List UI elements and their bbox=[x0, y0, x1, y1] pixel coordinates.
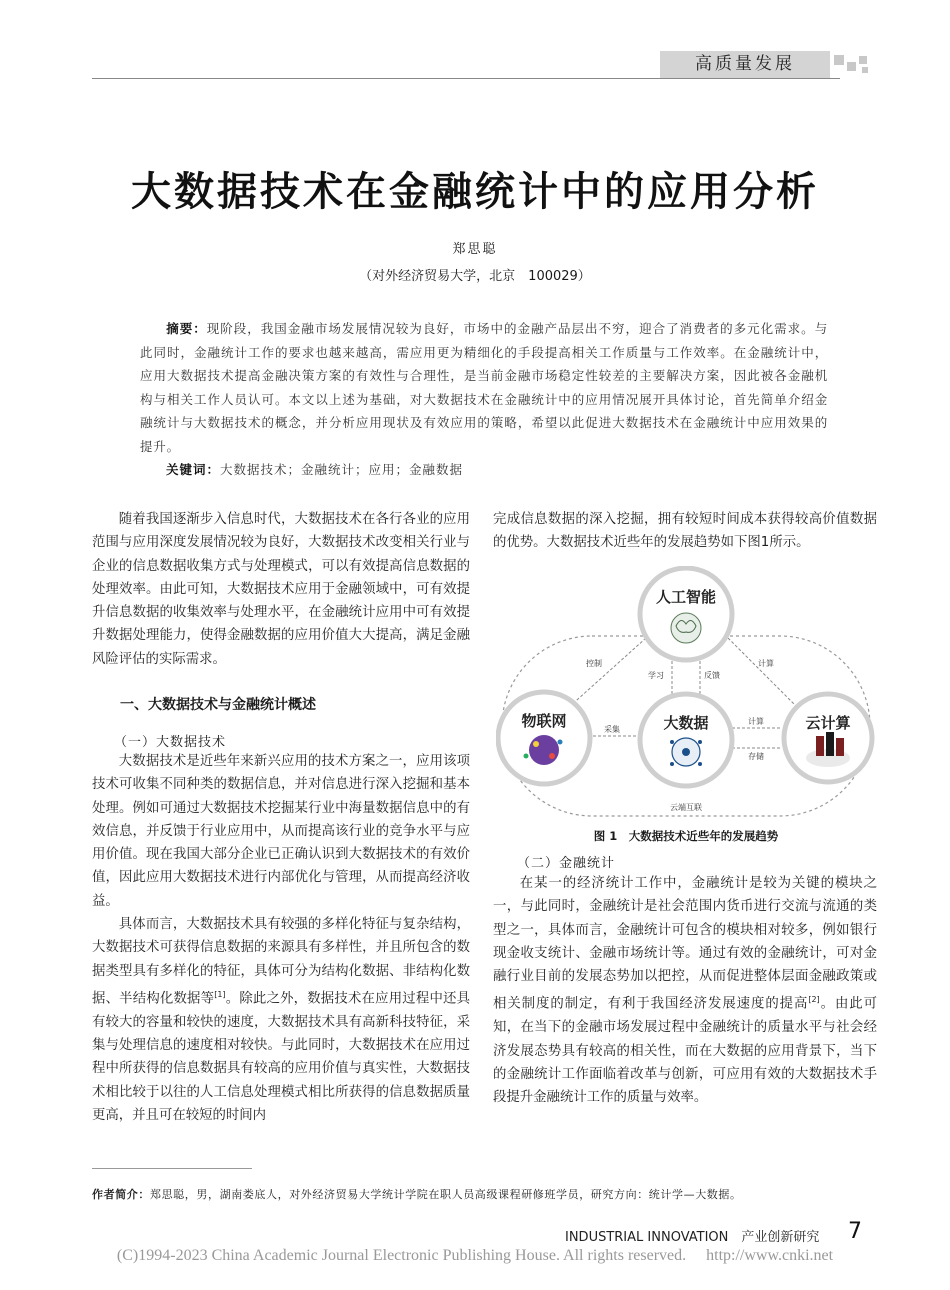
author-footnote bbox=[92, 1186, 852, 1202]
abstract bbox=[140, 317, 828, 459]
citation-1[interactable]: [1] bbox=[214, 989, 226, 999]
para2-part1: 具体而言，大数据技术具有较强的多样化特征与复杂结构，大数据技术可获得信息数据的来源具有多样性，并且所包含的数据类型具有多样化的特征，具体可分为结构化数据、非结构化数据、半结构化数据等 bbox=[92, 917, 470, 1007]
header-decoration bbox=[862, 67, 868, 73]
footnote-label: 作者简介： bbox=[92, 1188, 150, 1201]
edge-label-compute-mid: 计算 bbox=[748, 717, 764, 726]
abstract-text: 现阶段，我国金融市场发展情况较为良好，市场中的金融产品层出不穷，迎合了消费者的多元化需求。与此同时，金融统计工作的要求也越来越高，需应用更为精细化的手段提高相关工作质量与工作效率。在金融统计中，应用大数据技术提高金融决策方案的有效性与合理性，是当前金融市场稳定性较差的主要解决方案，因此被各金融机构与相关工作人员认可。本文以上述为基础，对大数据技术在金融统计中的应用情况展开具体讨论，首先简单介绍金融统计与大数据技术的概念，并分析应用现状及有效应用的策略，希望以此促进大数据技术在金融统计中应用效果的提升。 bbox=[140, 321, 828, 454]
edge-label-collect: 采集 bbox=[604, 725, 620, 734]
edge-label-feedback: 反馈 bbox=[704, 671, 720, 680]
para2-part2: 。除此之外，数据技术在应用过程中还具有较大的容量和较快的速度，大数据技术具有高新科技特征，采集与处理信息的速度相对较快。与此同时，大数据技术在应用过程中所获得的信息数据具有较高的应用价值与真实性，大数据技术相比较于以往的人工信息处理模式相比所获得的信息数据质量更高，并且可在较短的时间内 bbox=[92, 991, 470, 1123]
author-name: 郑思聪 bbox=[452, 242, 498, 257]
intro-text: 随着我国逐渐步入信息时代，大数据技术在各行各业的应用范围与应用深度发展情况较为良好，大数据技术改变相关行业与企业的信息数据收集方式与处理模式，可以有效提高信息数据的处理效率。由此可知，大数据技术应用于金融领域中，可有效提升信息数据的收集效率与处理水平，在金融统计应用中可有效提升数据处理能力，使得金融数据的应用价值大大提高，满足金融风险评估的实际需求。 bbox=[92, 512, 470, 667]
body-right bbox=[493, 872, 877, 1109]
edge-label-store: 存储 bbox=[748, 752, 764, 761]
keywords-label: 关键词： bbox=[166, 462, 221, 477]
node-bigdata-label: 大数据 bbox=[663, 714, 709, 732]
paragraph-financial-stats bbox=[493, 872, 877, 1109]
author-affiliation: （对外经济贸易大学，北京 100029） bbox=[359, 269, 591, 284]
page-number: 7 bbox=[848, 1219, 862, 1244]
subsection-heading-1: （一）大数据技术 bbox=[114, 735, 227, 750]
paper-title: 大数据技术在金融统计中的应用分析 bbox=[131, 169, 819, 215]
edge-label-compute-top: 计算 bbox=[758, 659, 774, 668]
section-heading-1: 一、大数据技术与金融统计概述 bbox=[120, 697, 316, 713]
body-right-top bbox=[493, 508, 877, 555]
edge-ai-cloud bbox=[728, 638, 798, 708]
paragraph-features bbox=[92, 913, 470, 1127]
edge-ai-iot bbox=[568, 638, 646, 708]
subsection-heading-2: （二）金融统计 bbox=[517, 856, 616, 871]
node-iot-label: 物联网 bbox=[521, 712, 567, 730]
abstract-label: 摘要： bbox=[166, 321, 207, 336]
node-cloud-label: 云计算 bbox=[805, 714, 851, 732]
body-left bbox=[92, 750, 470, 1127]
section-label: 高质量发展 bbox=[660, 51, 830, 78]
copyright-notice: (C)1994-2023 China Academic Journal Electronic Publishing House. All rights reserved. http://www.cnki.net bbox=[116, 1247, 834, 1264]
footnote-text: 郑思聪，男，湖南娄底人，对外经济贸易大学统计学院在职人员高级课程研修班学员，研究方向：统计学—大数据。 bbox=[150, 1188, 742, 1201]
footnote-rule bbox=[92, 1168, 252, 1169]
keywords bbox=[140, 460, 828, 478]
figure-caption: 图 1 大数据技术近些年的发展趋势 bbox=[593, 829, 779, 843]
edge-label-control: 控制 bbox=[586, 659, 602, 668]
figure-diagram bbox=[496, 566, 876, 824]
paragraph-figure-intro: 完成信息数据的深入挖掘，拥有较短时间成本获得较高价值数据的优势。大数据技术近些年的发展趋势如下图1所示。 bbox=[493, 512, 877, 551]
citation-2[interactable]: [2] bbox=[808, 995, 820, 1005]
header-decoration bbox=[859, 56, 867, 64]
edge-label-cloud-edge: 云端互联 bbox=[670, 803, 702, 812]
header-decoration bbox=[847, 62, 856, 71]
intro-paragraph bbox=[92, 508, 470, 671]
paragraph-big-data: 大数据技术是近些年来新兴应用的技术方案之一，应用该项技术可收集不同种类的数据信息，并对信息进行深入挖掘和基本处理。例如可通过大数据技术挖掘某行业中海量数据信息中的有效信息，并反馈于行业应用中，从而提高该行业的竞争水平与应用价值。现在我国大部分企业已正确认识到大数据技术的有效价值，因此应用大数据技术进行内部优化与管理，从而提高经济收益。 bbox=[92, 754, 470, 909]
edge-label-learn: 学习 bbox=[648, 671, 664, 680]
keywords-text: 大数据技术；金融统计；应用；金融数据 bbox=[220, 462, 464, 477]
header-decoration bbox=[834, 55, 844, 65]
para3-part2: 。由此可知，在当下的金融市场发展过程中金融统计的质量水平与社会经济发展态势具有较高的相关性，而在大数据的应用背景下，当下的金融统计工作面临着改革与创新，可应用有效的大数据技术手段提升金融统计工作的质量与效率。 bbox=[493, 996, 878, 1106]
para3-part1: 在某一的经济统计工作中，金融统计是较为关键的模块之一，与此同时，金融统计是社会范围内货币进行交流与流通的类型之一，具体而言，金融统计可包含的模块相对较多，例如银行现金收支统计、金融市场统计等。通过有效的金融统计，可对金融行业目前的发展态势加以把控，从而促进整体层面金融政策或相关制度的制定，有利于我国经济发展速度的提高 bbox=[493, 876, 877, 1012]
brain-icon bbox=[671, 613, 701, 643]
header-rule bbox=[92, 78, 840, 79]
journal-name: INDUSTRIAL INNOVATION 产业创新研究 bbox=[565, 1230, 820, 1245]
node-ai-label: 人工智能 bbox=[655, 588, 717, 606]
